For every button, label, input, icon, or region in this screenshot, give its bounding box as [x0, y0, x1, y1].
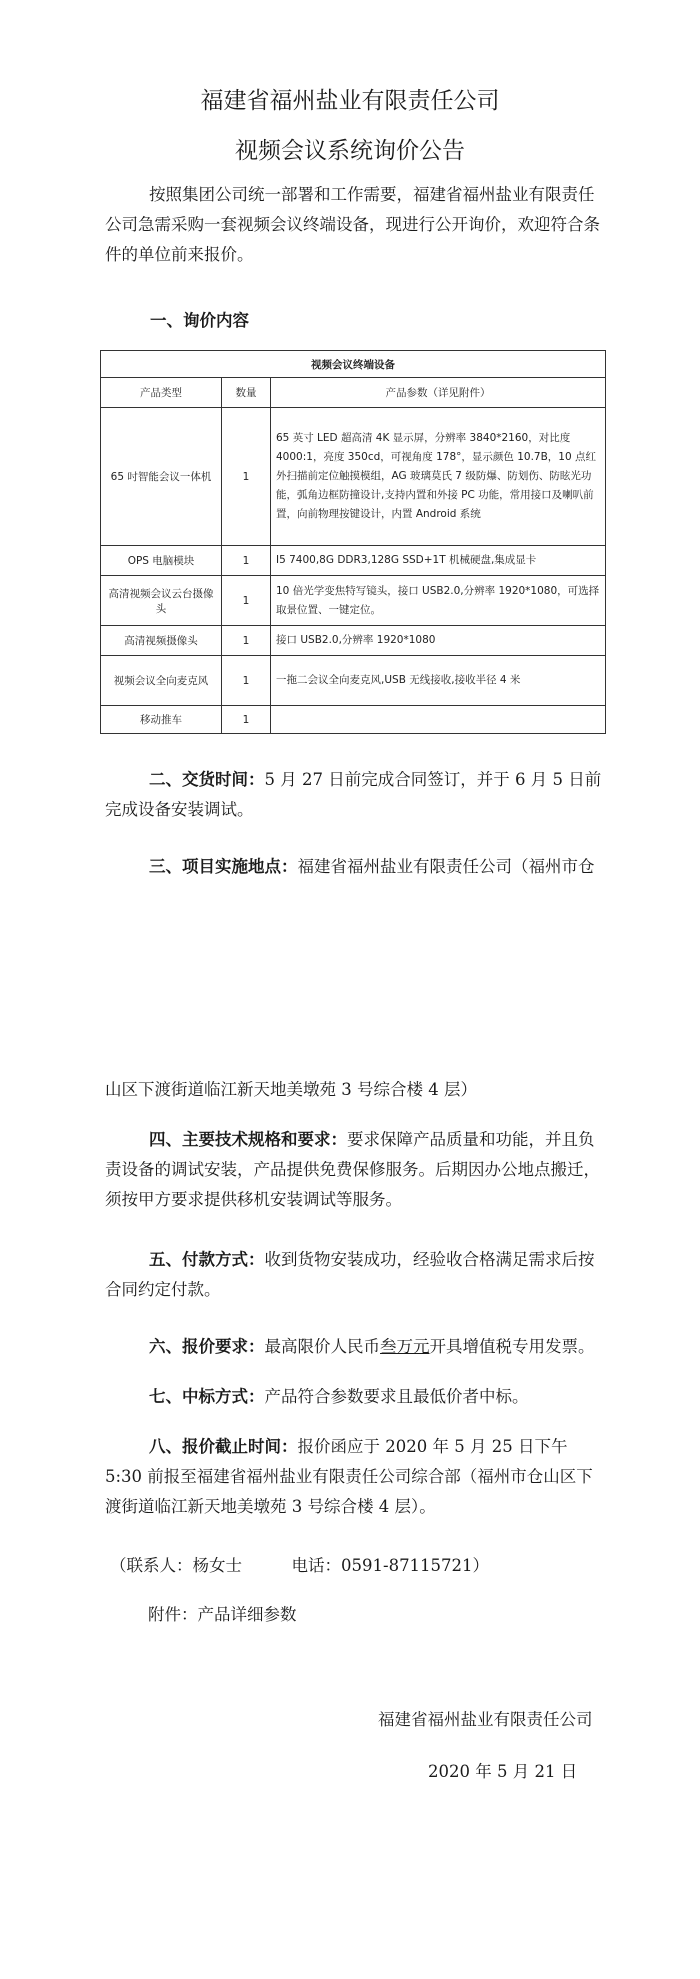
section6-heading: 六、报价要求： — [149, 1337, 265, 1356]
table-caption: 视频会议终端设备 — [101, 351, 606, 378]
section8-heading: 八、报价截止时间： — [149, 1437, 298, 1456]
price-limit-amount: 叁万元 — [380, 1337, 430, 1356]
section5-heading: 五、付款方式： — [149, 1250, 265, 1269]
product-type: 65 吋智能会议一体机 — [101, 408, 222, 546]
company-title: 福建省福州盐业有限责任公司 — [200, 88, 500, 114]
section4-heading: 四、主要技术规格和要求： — [149, 1130, 347, 1149]
contact-line: （联系人：杨女士 电话：0591-87115721） — [110, 1556, 490, 1575]
spec-table — [100, 350, 606, 734]
section1-heading: 一、询价内容 — [150, 311, 249, 330]
table-row — [101, 706, 606, 734]
section3-paragraph — [105, 852, 605, 882]
section6-post: 开具增值税专用发票。 — [429, 1337, 595, 1356]
table-header-params: 产品参数（详见附件） — [271, 378, 606, 408]
section6-pre: 最高限价人民币 — [264, 1337, 380, 1356]
product-type: 高清视频摄像头 — [101, 626, 222, 656]
signature-date: 2020 年 5 月 21 日 — [428, 1762, 578, 1781]
section8-text: 报价函应于 2020 年 5 月 25 日下午 5:30 前报至福建省福州盐业有限责任公司综合部（福州市仓山区下渡街道临江新天地美墩苑 3 号综合楼 4 层）。 — [105, 1437, 593, 1516]
product-type: 移动推车 — [101, 706, 222, 734]
notice-title: 视频会议系统询价公告 — [235, 138, 465, 164]
attachment-line: 附件：产品详细参数 — [148, 1605, 297, 1624]
section7-text: 产品符合参数要求且最低价者中标。 — [264, 1387, 529, 1406]
product-params: 10 倍光学变焦特写镜头，接口 USB2.0,分辨率 1920*1080，可选择取景位置、一键定位。 — [271, 576, 606, 626]
product-type: 视频会议全向麦克风 — [101, 656, 222, 706]
section7-heading: 七、中标方式： — [149, 1387, 265, 1406]
product-qty: 1 — [222, 656, 271, 706]
product-type: OPS 电脑模块 — [101, 546, 222, 576]
section5-text: 收到货物安装成功，经验收合格满足需求后按合同约定付款。 — [105, 1250, 595, 1299]
table-header-qty: 数量 — [222, 378, 271, 408]
section5-paragraph — [105, 1245, 605, 1305]
product-qty: 1 — [222, 408, 271, 546]
product-qty: 1 — [222, 706, 271, 734]
signature-company: 福建省福州盐业有限责任公司 — [378, 1710, 593, 1729]
table-row — [101, 408, 606, 546]
table-row — [101, 626, 606, 656]
product-qty: 1 — [222, 626, 271, 656]
section2-heading: 二、交货时间： — [149, 770, 265, 789]
section3-text: 福建省福州盐业有限责任公司（福州市仓 — [297, 857, 595, 876]
section4-paragraph — [105, 1125, 605, 1215]
section6-paragraph — [105, 1332, 605, 1362]
section2-text: 5 月 27 日前完成合同签订，并于 6 月 5 日前完成设备安装调试。 — [105, 770, 602, 819]
intro-paragraph — [105, 180, 605, 270]
product-params: 65 英寸 LED 超高清 4K 显示屏，分辨率 3840*2160，对比度 4000:1，亮度 350cd，可视角度 178°，显示颜色 10.7B，10 点红外扫描前定位触摸模组，AG 玻璃莫氏 7 级防爆、防划伤、防眩光功能，弧角边框防撞设计,支持内置和外接 PC 功能，常用接口及喇叭前置，向前物理按键设计，内置 Android 系统 — [271, 408, 606, 546]
section8-paragraph — [105, 1432, 605, 1522]
table-row — [101, 576, 606, 626]
product-qty: 1 — [222, 576, 271, 626]
section3-heading: 三、项目实施地点： — [149, 857, 298, 876]
table-header-type: 产品类型 — [101, 378, 222, 408]
section4-text: 要求保障产品质量和功能，并且负责设备的调试安装，产品提供免费保修服务。后期因办公地点搬迁，须按甲方要求提供移机安装调试等服务。 — [105, 1130, 600, 1209]
intro-text: 按照集团公司统一部署和工作需要，福建省福州盐业有限责任公司急需采购一套视频会议终端设备，现进行公开询价，欢迎符合条件的单位前来报价。 — [105, 185, 600, 264]
table-row — [101, 546, 606, 576]
product-params: 一拖二会议全向麦克风,USB 无线接收,接收半径 4 米 — [271, 656, 606, 706]
section2-paragraph — [105, 765, 605, 825]
product-params — [271, 706, 606, 734]
product-params: I5 7400,8G DDR3,128G SSD+1T 机械硬盘,集成显卡 — [271, 546, 606, 576]
product-qty: 1 — [222, 546, 271, 576]
section3-continuation: 山区下渡街道临江新天地美墩苑 3 号综合楼 4 层） — [105, 1080, 477, 1099]
table-row — [101, 656, 606, 706]
section7-paragraph — [105, 1382, 605, 1412]
product-type: 高清视频会议云台摄像头 — [101, 576, 222, 626]
product-params: 接口 USB2.0,分辨率 1920*1080 — [271, 626, 606, 656]
